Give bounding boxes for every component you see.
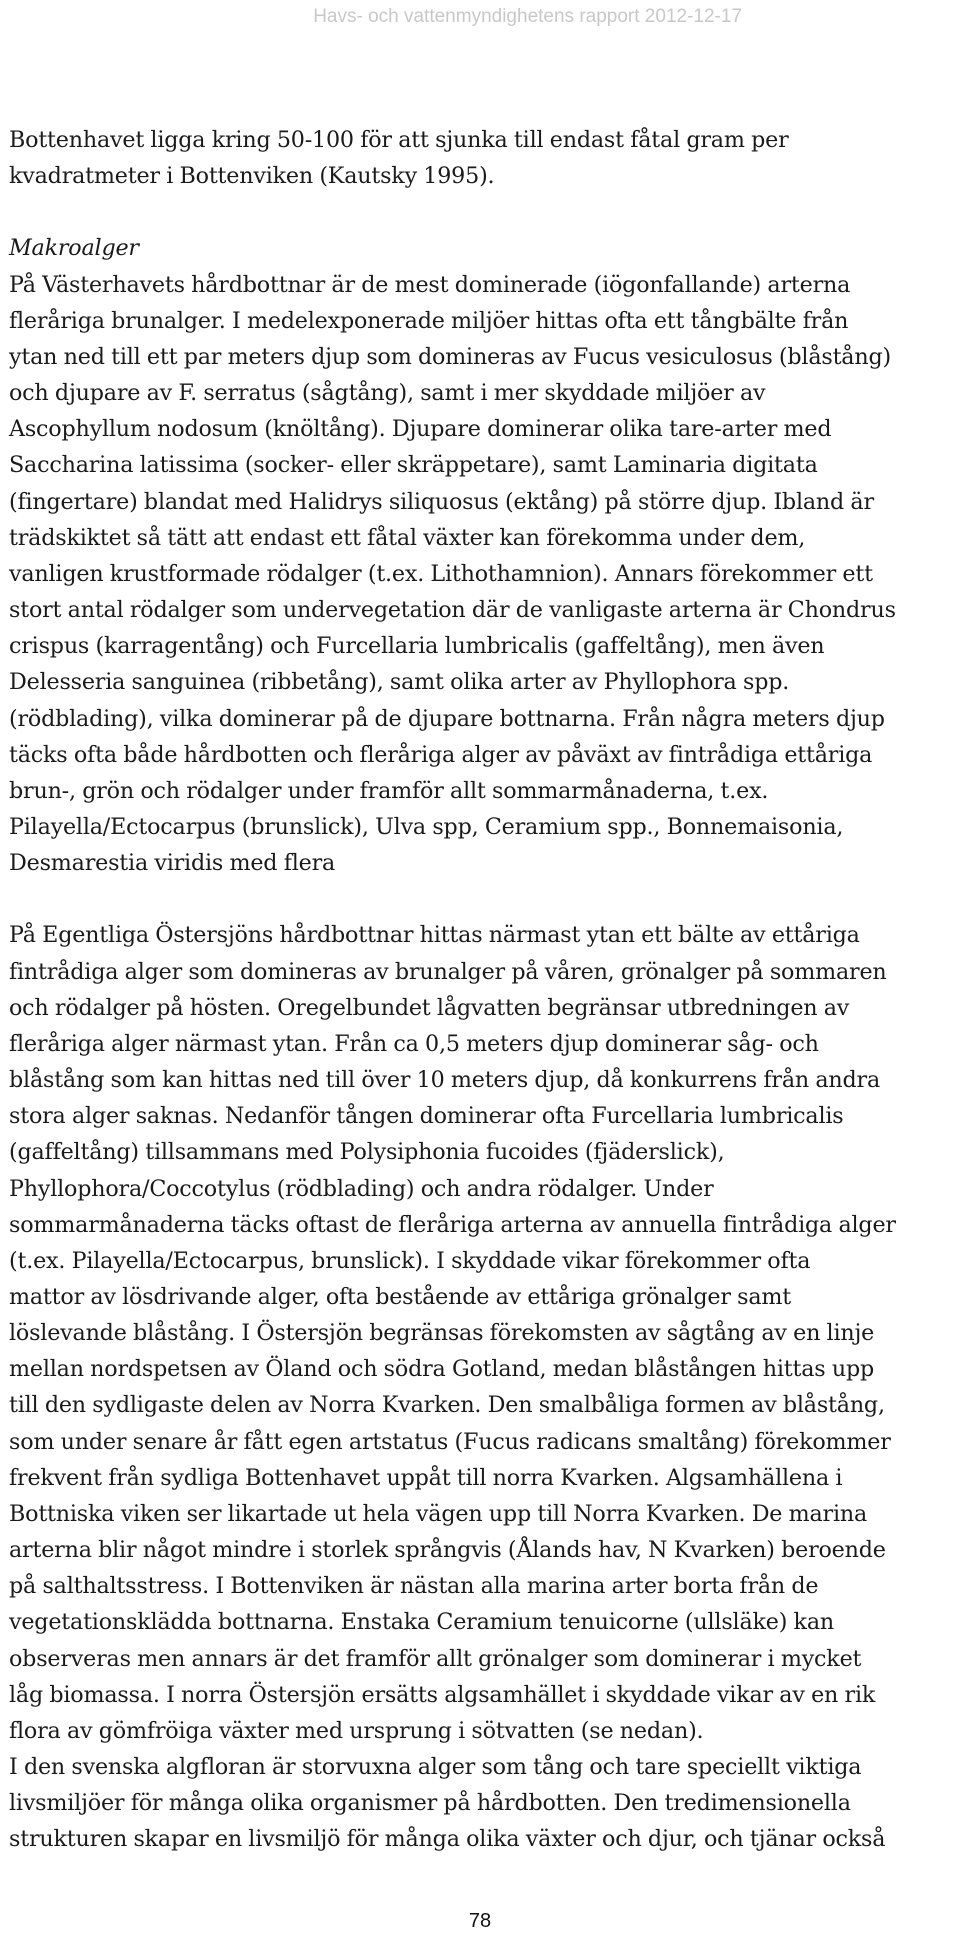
text-line: löslevande blåstång. I Östersjön begränsas förekomsten av sågtång av en linje bbox=[9, 1320, 875, 1347]
text-line: strukturen skapar en livsmiljö för många olika växter och djur, och tjänar också bbox=[9, 1826, 886, 1853]
text-line: observeras men annars är det framför allt grönalger som dominerar i mycket bbox=[9, 1645, 862, 1672]
text-line: stort antal rödalger som undervegetation där de vanligaste arterna är Chondrus bbox=[9, 597, 896, 624]
text-line: flora av gömfröiga växter med ursprung i sötvatten (se nedan). bbox=[9, 1717, 704, 1744]
section-heading: Makroalger bbox=[9, 235, 139, 262]
text-line: som under senare år fått egen artstatus (Fucus radicans smaltång) förekommer bbox=[9, 1428, 891, 1455]
page-header bbox=[0, 0, 960, 40]
text-line: Saccharina latissima (socker- eller skräppetare), samt Laminaria digitata bbox=[9, 452, 818, 479]
text-line: stora alger saknas. Nedanför tången dominerar ofta Furcellaria lumbricalis bbox=[9, 1103, 844, 1130]
text-line: Bottenhavet ligga kring 50-100 för att sjunka till endast fåtal gram per bbox=[9, 127, 789, 153]
text-line: crispus (karragentång) och Furcellaria lumbricalis (gaffeltång), men även bbox=[9, 633, 825, 660]
text-line: mellan nordspetsen av Öland och södra Gotland, medan blåstången hittas upp bbox=[9, 1356, 875, 1383]
text-line: fintrådiga alger som domineras av brunalger på våren, grönalger på sommaren bbox=[9, 958, 887, 985]
text-line: arterna blir något mindre i storlek språngvis (Ålands hav, N Kvarken) beroende bbox=[9, 1537, 886, 1564]
text-line: till den sydligaste delen av Norra Kvarken. Den smalbåliga formen av blåstång, bbox=[9, 1392, 885, 1419]
text-line: fleråriga brunalger. I medelexponerade miljöer hittas ofta ett tångbälte från bbox=[9, 307, 849, 334]
text-line: Delesseria sanguinea (ribbetång), samt olika arter av Phyllophora spp. bbox=[9, 669, 790, 696]
text-line: mattor av lösdrivande alger, ofta bestående av ettåriga grönalger samt bbox=[9, 1284, 791, 1310]
text-line: livsmiljöer för många olika organismer på hårdbotten. Den tredimensionella bbox=[9, 1790, 851, 1817]
text-line: (rödblading), vilka dominerar på de djupare bottnarna. Från några meters djup bbox=[9, 705, 885, 732]
text-line bbox=[9, 881, 954, 917]
text-line: frekvent från sydliga Bottenhavet uppåt till norra Kvarken. Algsamhällena i bbox=[9, 1464, 843, 1491]
text-line: vegetationsklädda bottnarna. Enstaka Ceramium tenuicorne (ullsläke) kan bbox=[9, 1609, 835, 1636]
text-line: trädskiktet så tätt att endast ett fåtal växter kan förekomma under dem, bbox=[9, 524, 806, 551]
text-line: på salthaltsstress. I Bottenviken är nästan alla marina arter borta från de bbox=[9, 1573, 819, 1600]
text-line: blåstång som kan hittas ned till över 10 meters djup, då konkurrens från andra bbox=[9, 1067, 881, 1094]
text-line: (t.ex. Pilayella/Ectocarpus, brunslick). I skyddade vikar förekommer ofta bbox=[9, 1247, 811, 1274]
text-line: På Egentliga Östersjöns hårdbottnar hittas närmast ytan ett bälte av ettåriga bbox=[9, 922, 860, 949]
page-number: 78 bbox=[468, 1910, 492, 1932]
text-line: Phyllophora/Coccotylus (rödblading) och andra rödalger. Under bbox=[9, 1175, 714, 1202]
text-line bbox=[9, 194, 954, 230]
text-line: Desmarestia viridis med flera bbox=[9, 850, 336, 877]
text-line: sommarmånaderna täcks oftast de fleråriga arterna av annuella fintrådiga alger bbox=[9, 1211, 896, 1238]
text-line: Bottniska viken ser likartade ut hela vägen upp till Norra Kvarken. De marina bbox=[9, 1500, 868, 1527]
text-line: (fingertare) blandat med Halidrys siliquosus (ektång) på större djup. Ibland är bbox=[9, 488, 874, 515]
text-line: fleråriga alger närmast ytan. Från ca 0,5 meters djup dominerar såg- och bbox=[9, 1030, 819, 1057]
text-line: kvadratmeter i Bottenviken (Kautsky 1995). bbox=[9, 163, 495, 190]
text-line: och rödalger på hösten. Oregelbundet lågvatten begränsar utbredningen av bbox=[9, 994, 850, 1021]
text-line: I den svenska algfloran är storvuxna alger som tång och tare speciellt viktiga bbox=[9, 1754, 862, 1781]
text-line: (gaffeltång) tillsammans med Polysiphonia fucoides (fjäderslick), bbox=[9, 1139, 725, 1166]
text-line: ytan ned till ett par meters djup som domineras av Fucus vesiculosus (blåstång) bbox=[9, 343, 891, 370]
text-line: täcks ofta både hårdbotten och fleråriga alger av påväxt av fintrådiga ettåriga bbox=[9, 741, 873, 768]
text-line: brun-, grön och rödalger under framför allt sommarmånaderna, t.ex. bbox=[9, 777, 769, 804]
text-line: Pilayella/Ectocarpus (brunslick), Ulva spp, Ceramium spp., Bonnemaisonia, bbox=[9, 813, 844, 840]
text-line: På Västerhavets hårdbottnar är de mest dominerade (iögonfallande) arterna bbox=[9, 271, 851, 298]
text-line: vanligen krustformade rödalger (t.ex. Lithothamnion). Annars förekommer ett bbox=[9, 560, 873, 587]
text-line: och djupare av F. serratus (sågtång), samt i mer skyddade miljöer av bbox=[9, 380, 766, 407]
running-title: Havs- och vattenmyndighetens rapport 2012-12-17 bbox=[313, 6, 742, 27]
text-line: Ascophyllum nodosum (knöltång). Djupare dominerar olika tare-arter med bbox=[9, 416, 832, 443]
document-body bbox=[9, 122, 957, 1858]
text-line: låg biomassa. I norra Östersjön ersätts algsamhället i skyddade vikar av en rik bbox=[9, 1681, 876, 1708]
